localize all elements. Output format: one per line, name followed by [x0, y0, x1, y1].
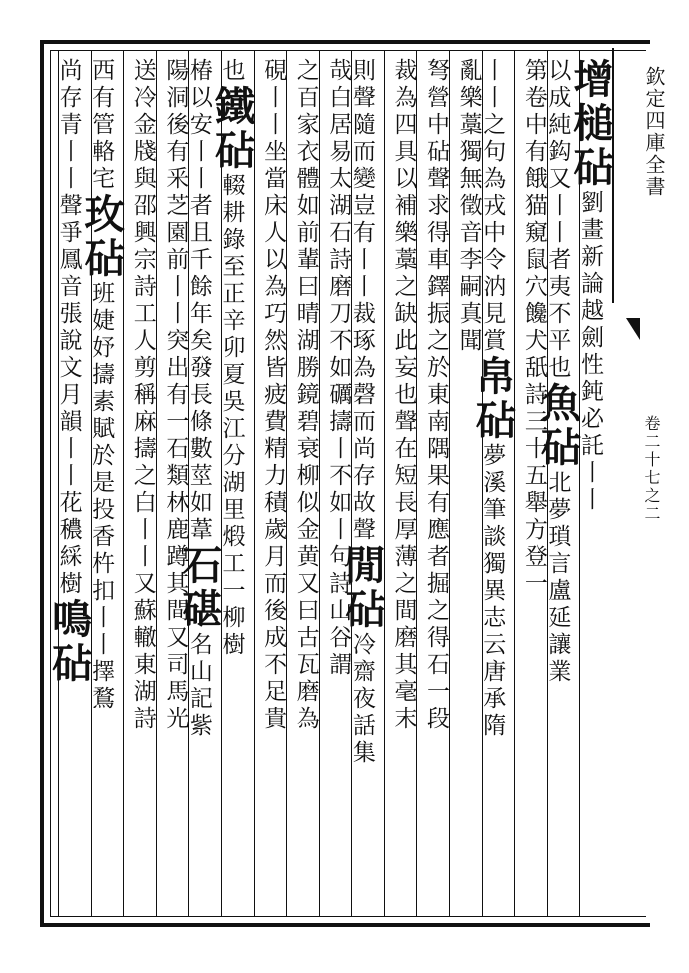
text-run: 聲爭鳳音張說文月韻丨丨花穠綵樹 [55, 193, 82, 598]
entry-headword: 砧 [208, 129, 256, 173]
text-run: 陽洞後有釆芝園前丨丨突出有一石類林鹿蹲其間又司馬光 [162, 58, 189, 733]
text-run: 送冷金牋與邵興宗詩工人剪稱麻擣之白丨丨又蘇轍東湖詩 [129, 58, 156, 733]
text-run: 尚存青丨丨 [55, 58, 82, 193]
text-run: 硯丨丨坐當床人以為巧然皆疲費精力積歲月而後成不足貴 [260, 58, 287, 733]
entry-headword: 槌 [566, 102, 614, 146]
text-run: 句詩山谷謂 [325, 544, 352, 679]
entry-headword: 閒 [338, 544, 386, 588]
text-run: 北夢瑣言盧延讓業 [544, 470, 571, 686]
text-column [534, 58, 582, 686]
text-run: 詩三十五舉方登一 [520, 382, 547, 598]
text-column [453, 58, 480, 355]
text-run: 裁為四具以補樂藁之缺此妄也聲在短長厚薄之間磨其毫末 [390, 58, 417, 733]
entry-headword: 砧 [566, 146, 614, 190]
column-rule [384, 50, 385, 917]
text-run: 弩營中砧聲求得車鐸振之於東南隅果有應者掘之得石一段 [423, 58, 450, 733]
text-run: 劉畫新論越劍性鈍必託丨丨 [576, 190, 603, 514]
entry-headword: 砧 [78, 237, 126, 281]
text-run: 椿以安丨丨者且千餘年矣發長條數莖如葦 [185, 58, 212, 544]
text-run: 班婕妤擣素賦於是投香杵扣丨丨擇鶩 [88, 281, 115, 713]
text-run: 第卷中有餓猫窺鼠穴饞犬舐 [520, 58, 547, 382]
text-column [420, 58, 450, 733]
column-rule [514, 50, 515, 917]
entry-headword: 帛 [469, 355, 517, 399]
text-run: 名山記紫 [185, 632, 212, 740]
text-column [258, 58, 285, 733]
column-rule [416, 50, 417, 917]
book-title: 欽定四庫全書 [642, 66, 666, 198]
text-run: 丨丨之句為戎中令汭見賞 [479, 58, 506, 355]
text-run: 哉白居易太湖石詩磨刀不如礪擣丨不如丨 [325, 58, 352, 544]
entry-headword: 砧 [338, 588, 386, 632]
text-run: 輟耕錄至正辛卯夏吳江分湖里煅工一柳樹 [218, 173, 245, 659]
column-rule [449, 50, 450, 917]
text-run: 亂樂藁獨無徵音李嗣真聞 [455, 58, 482, 355]
text-column [127, 58, 154, 733]
text-run: 冷齋夜話集 [348, 632, 375, 767]
text-column [78, 58, 126, 713]
text-run: 之百家衣體如前輩曰晴湖勝鏡碧衰柳似金黄又曰古瓦磨為 [292, 58, 319, 733]
text-run: 也 [218, 58, 245, 85]
entry-headword: 砧 [534, 426, 582, 470]
fishtail-mark [626, 318, 640, 340]
text-column [566, 58, 614, 514]
entry-headword: 鐵 [208, 85, 256, 129]
text-column [290, 58, 317, 733]
text-column [323, 58, 350, 679]
text-column [45, 58, 93, 686]
entry-headword: 鳴 [45, 598, 93, 642]
text-column [388, 58, 415, 733]
entry-headword: 魚 [534, 382, 582, 426]
text-column [469, 58, 517, 740]
column-rule [254, 50, 255, 917]
entry-headword: 玫 [78, 193, 126, 237]
entry-headword: 石 [175, 544, 223, 588]
text-run: 夢溪筆談獨異志云唐承隋 [479, 443, 506, 740]
column-rule [286, 50, 287, 917]
text-run: 以成純鈎又丨丨者夷不平也 [544, 58, 571, 382]
entry-headword: 增 [566, 58, 614, 102]
text-column [208, 58, 256, 659]
volume-marker: 卷二十七之二 [642, 415, 661, 523]
entry-headword: 碪 [175, 588, 223, 632]
text-run: 西有管輅宅 [88, 58, 115, 193]
text-run: 則聲隨而變豈有丨丨裁琢為磬而尚存故聲 [348, 58, 375, 544]
column-rule [123, 50, 124, 917]
text-column [518, 58, 545, 598]
entry-headword: 砧 [469, 399, 517, 443]
entry-headword: 砧 [45, 642, 93, 686]
text-column [160, 58, 187, 733]
